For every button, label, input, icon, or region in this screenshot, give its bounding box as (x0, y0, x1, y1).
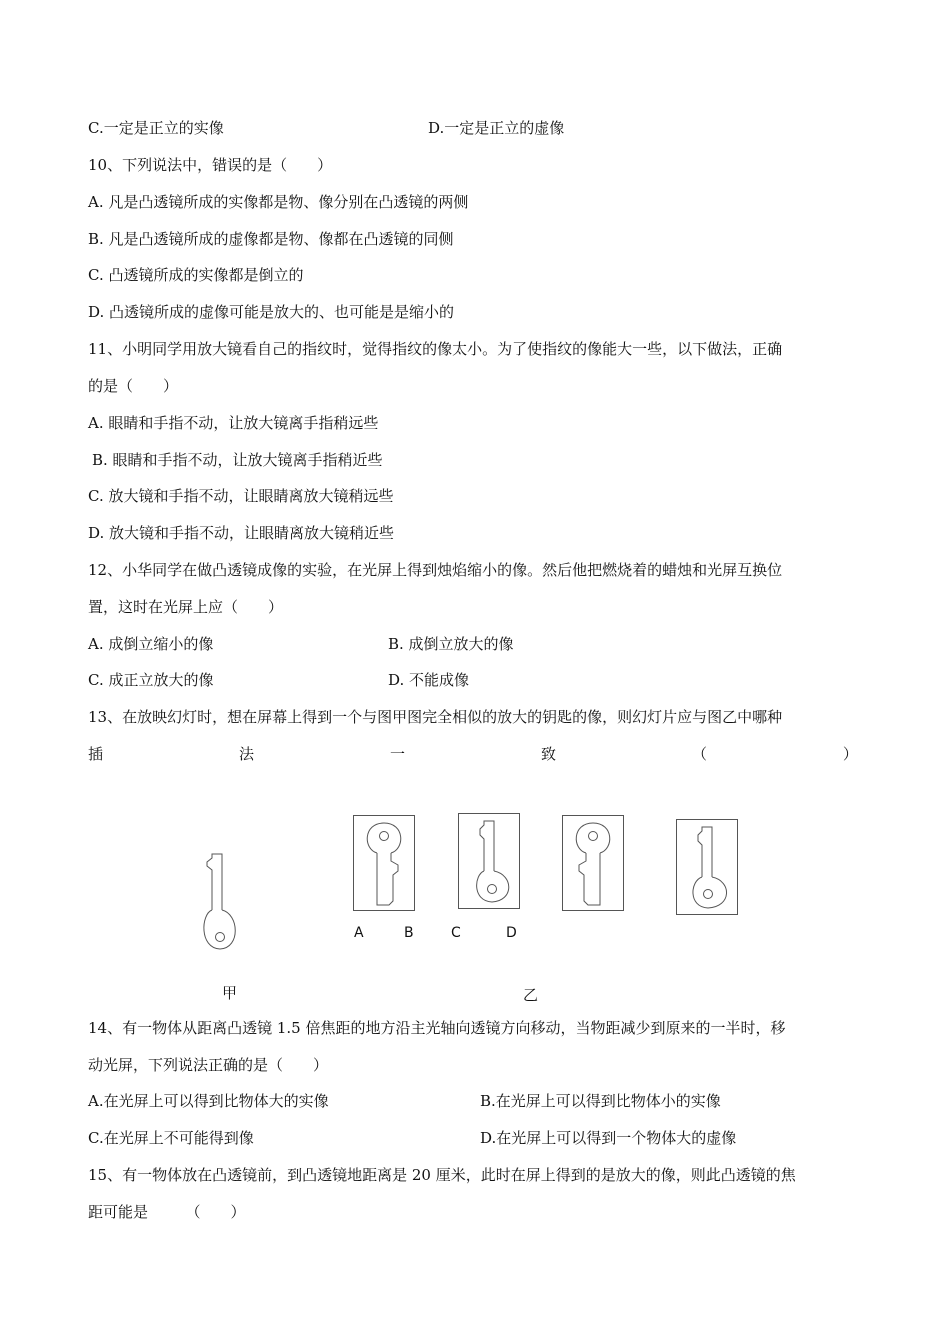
q11-option-b: B. 眼睛和手指不动，让放大镜离手指稍近些 (92, 451, 383, 469)
option-label-a: A (354, 925, 364, 941)
q15-stem-line2: 距可能是 （ ） (88, 1203, 246, 1221)
figure-label-jia: 甲 (222, 984, 238, 1002)
q12-option-c: C. 成正立放大的像 (88, 671, 214, 689)
key-option-a (353, 815, 415, 911)
q13-word: 致 (540, 745, 556, 763)
key-option-c (562, 815, 624, 911)
option-label-c: C (451, 925, 461, 941)
key-option-b (458, 813, 520, 909)
q9-option-d: D.一定是正立的虚像 (428, 119, 565, 137)
q13-word: 法 (238, 745, 254, 763)
q12-option-a: A. 成倒立缩小的像 (88, 635, 214, 653)
q13-stem-line1: 13、在放映幻灯时，想在屏幕上得到一个与图甲图完全相似的放大的钥匙的像，则幻灯片应与图乙中哪种 (88, 708, 783, 726)
q11-option-a: A. 眼睛和手指不动，让放大镜离手指稍远些 (88, 414, 379, 432)
figure-label-yi: 乙 (523, 986, 539, 1004)
option-label-d: D (506, 925, 517, 941)
q10-option-a: A. 凡是凸透镜所成的实像都是物、像分别在凸透镜的两侧 (88, 193, 469, 211)
q9-option-c: C.一定是正立的实像 (88, 119, 224, 137)
q10-stem: 10、下列说法中，错误的是（ ） (88, 156, 333, 174)
q11-option-c: C. 放大镜和手指不动，让眼睛离放大镜稍远些 (88, 487, 394, 505)
key-figure-jia (195, 852, 245, 956)
q14-option-b: B.在光屏上可以得到比物体小的实像 (480, 1092, 721, 1110)
q13-stem-line2 (88, 744, 858, 764)
q12-option-b: B. 成倒立放大的像 (388, 635, 514, 653)
q14-option-a: A.在光屏上可以得到比物体大的实像 (88, 1092, 329, 1110)
key-option-d (676, 819, 738, 915)
q13-word: 插 (88, 745, 104, 763)
q12-stem-line2: 置，这时在光屏上应（ ） (88, 598, 284, 616)
q13-word: ） (842, 745, 858, 763)
q14-option-d: D.在光屏上可以得到一个物体大的虚像 (480, 1129, 737, 1147)
q14-stem-line2: 动光屏，下列说法正确的是（ ） (88, 1056, 329, 1074)
q13-word: （ (691, 745, 707, 763)
q12-option-d: D. 不能成像 (388, 671, 470, 689)
q10-option-b: B. 凡是凸透镜所成的虚像都是物、像都在凸透镜的同侧 (88, 230, 454, 248)
q14-stem-line1: 14、有一物体从距离凸透镜 1.5 倍焦距的地方沿主光轴向透镜方向移动，当物距减少到原来的一半时，移 (88, 1019, 786, 1037)
q12-stem-line1: 12、小华同学在做凸透镜成像的实验，在光屏上得到烛焰缩小的像。然后他把燃烧着的蜡烛和光屏互换位 (88, 561, 783, 579)
q14-option-c: C.在光屏上不可能得到像 (88, 1129, 254, 1147)
option-label-b: B (404, 925, 414, 941)
q10-option-c: C. 凸透镜所成的实像都是倒立的 (88, 266, 304, 284)
q11-stem-line2: 的是（ ） (88, 377, 179, 395)
q11-stem-line1: 11、小明同学用放大镜看自己的指纹时，觉得指纹的像太小。为了使指纹的像能大一些，以下做法，正确 (88, 340, 783, 358)
q13-word: 一 (389, 745, 405, 763)
q11-option-d: D. 放大镜和手指不动，让眼睛离放大镜稍近些 (88, 524, 395, 542)
q10-option-d: D. 凸透镜所成的虚像可能是放大的、也可能是是缩小的 (88, 303, 455, 321)
q15-stem-line1: 15、有一物体放在凸透镜前，到凸透镜地距离是 20 厘米，此时在屏上得到的是放大的像，则此凸透镜的焦 (88, 1166, 796, 1184)
